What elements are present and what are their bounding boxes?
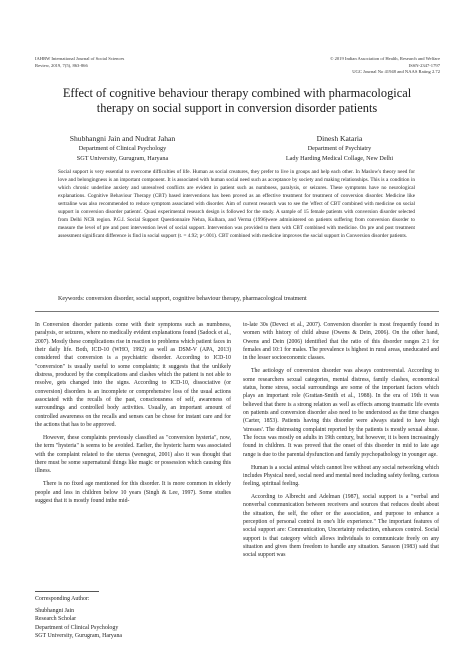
body-paragraph: In Conversion disorder patients come with their symptoms such as numbness, paralysis, or seizures, where no medically evident explanations found (Sadock et al., 2007). Mostly these complications rise in reaction to problems which patient faces in their daily life. Both, ICD-10 (WHO, 1992) as well as DSM-V (APA, 2013) considered that conversion is a psychiatric disorder. According to ICD-10 "conversion" is usually useful to some complaints; it suggests that the unlikely distress, produced by the complications and clashes which the patient is not able to resolve, gets changed into the signs. According to ICD-10, dissociative (or conversion) disorders is an incomplete or comprehensive loss of the usual actions associated with the recalls of the past, consciousness of self, awareness of surroundings and controlled body activities. Usually, an important amount of controlled awareness on the recalls and senses can be chose for instant care and for the actions that has to be approved.	[35, 322, 231, 429]
corresponding-name: Shubhangni Jain	[35, 608, 75, 615]
corresponding-heading: Corresponding Author:	[35, 596, 90, 602]
author-affiliation: SGT University, Gurugram, Haryana	[76, 155, 169, 162]
body-paragraph: to-late 30s (Deveci et al., 2007). Conversion disorder is most frequently found in women with history of child abuse (Owens & Dein, 2006). On the other hand, Owens and Dein (2006) identified that the ratio of this disorder ranges 2:1 for females and 10:1 for males. The prevalence is highest in rural areas, uneducated and in the lesser socioeconomic classes.	[243, 322, 439, 362]
footnote-divider	[35, 591, 99, 592]
corresponding-role: Research Scholar	[35, 616, 77, 623]
corresponding-affiliation: SGT University, Gurugram, Haryana	[35, 632, 123, 639]
paper-title-line: Effect of cognitive behaviour therapy combined with pharmacological	[62, 86, 412, 100]
copyright-line: © 2019 Indian Association of Health, Research and Welfare	[329, 56, 440, 61]
body-paragraph: However, these complaints previously classified as "conversion hysteria", now, the term "hysteria" is seems to be avoided. Earlier, the hysteric harm was associated with the complaint related to the uterus (wenegrat, 2001) also it was thought that there must be some supernatural things like magic or possession which causing this illness.	[35, 434, 231, 475]
paper-title	[40, 86, 434, 116]
author-group-2	[240, 133, 439, 164]
body-paragraph: There is no fixed age mentioned for this disorder. It is more common in elderly people and less in children below 10 years (Singh & Lee, 1997). Some studies suggest that it is mostly found inthe mid-	[35, 481, 231, 504]
ugc-line: UGC Journal No 41948 and NAAS Rating 2.72	[352, 69, 440, 75]
issn-line: ISSN-2347-1797	[408, 62, 440, 68]
corresponding-department: Department of Clinical Psychology	[35, 624, 119, 631]
author-name: Shubhangni Jain and Nudrat Jahan	[69, 134, 176, 143]
abstract: Social support is very essential to overcome difficulties of life. Human as social creatures, they prefer to live in groups and help each other. In Maslow's theory need for love and belongingness is an important component. It is associated with human social need such as acceptance by society and making relationships. This is a condition in which chronic underline anxiety and unresolved conflicts are evident in patient such as numbness, paralysis, or seizures. These symptoms have no neurological explanations. Cognitive Behaviour Therapy (CBT) based interventions has been proved as an effective treatment for treatment of conversion disorder. Medicine like sertraline was also recommended to reduce symptom associated with disorder. Aim of current research was to see the 'effect of CBT combined with medicine on social support in conversion disorder patients'. Quasi experimental research design is followed for the study. A sample of 15 female patients with conversion disorder selected from Delhi NCR region. P.G.I. Social Support Questionnaire Nehra, Kulhara, and Verma (1996)were administered on patients suffering from conversion disorder to measure the level of pre and post intervention level of social support. Intervention was provided to them with CBT combined with medicine. On pre and post treatment assessment significant difference is find in social support (t. = 4.92; p<.001). CBT combined with medicine improves the social support in Conversion disorder patients.	[58, 169, 415, 239]
author-group-1	[35, 133, 210, 164]
journal-issue: Review, 2019, 7(5), 863-866	[35, 62, 88, 68]
body-column-left	[35, 321, 231, 505]
author-department: Department of Psychiatry	[307, 145, 372, 152]
body-column-right	[243, 321, 439, 560]
body-paragraph: Human is a social animal which cannot live without any social networking which includes Physical need, social need and mental need including safety feeling, curious feeling, spiritual feeling.	[243, 464, 439, 488]
author-name: Dinesh Kataria	[316, 134, 363, 143]
corresponding-author	[35, 595, 122, 640]
journal-header-left	[35, 56, 124, 69]
body-paragraph: According to Albrecht and Adelman (1987), social support is a "verbal and nonverbal communication between receivers and sources that reduces doubt about the situation, the self, the other or the association, and purpose to enhance a perception of personal control in one's life experience." The important features of social support are: Communication, Uncertainty reduction, enhances control. Social support is that category which allows individuals to communicate freely on any situation and gives them freedom to handle any situation. Sarason (1983) said that social support was	[243, 494, 439, 559]
journal-name: IAHRW International Journal of Social Sciences	[35, 56, 125, 61]
author-affiliation: Lady Harding Medical Collage, New Delhi	[285, 155, 394, 162]
body-paragraph: The aetiology of conversion disorder was always controversial. According to some researchers sexual categories, mental distress, family clashes, economical status, home stress, social surroundings are some of the important factors which plays an important role (Grattan-Smith et al., 1988). In the era of 19th it was believed that there is a strong relation as well as effects among traumatic life events on patients and conversion disorder also need to be understood as the time changes (Carter, 1853). Patients having this disorder were always stated to have high 'stresses'. The distressing complaint reported by the patients is mostly sexual abuse. The focus was mostly on adults in 19th century, but however, it is been increasingly found in children. It was proved that the onset of this disorder in mid to late age range is due to the parental dysfunction and family psychopathology in younger age.	[243, 368, 439, 458]
keywords: Keywords: conversion disorder, social support, cognitive behaviour therapy, pharmacological treatment	[58, 296, 307, 302]
journal-header-right	[330, 56, 440, 76]
section-divider	[35, 311, 439, 312]
author-department: Department of Clinical Psychology	[78, 145, 167, 152]
paper-title-line: therapy on social support in conversion disorder patients	[96, 101, 378, 115]
